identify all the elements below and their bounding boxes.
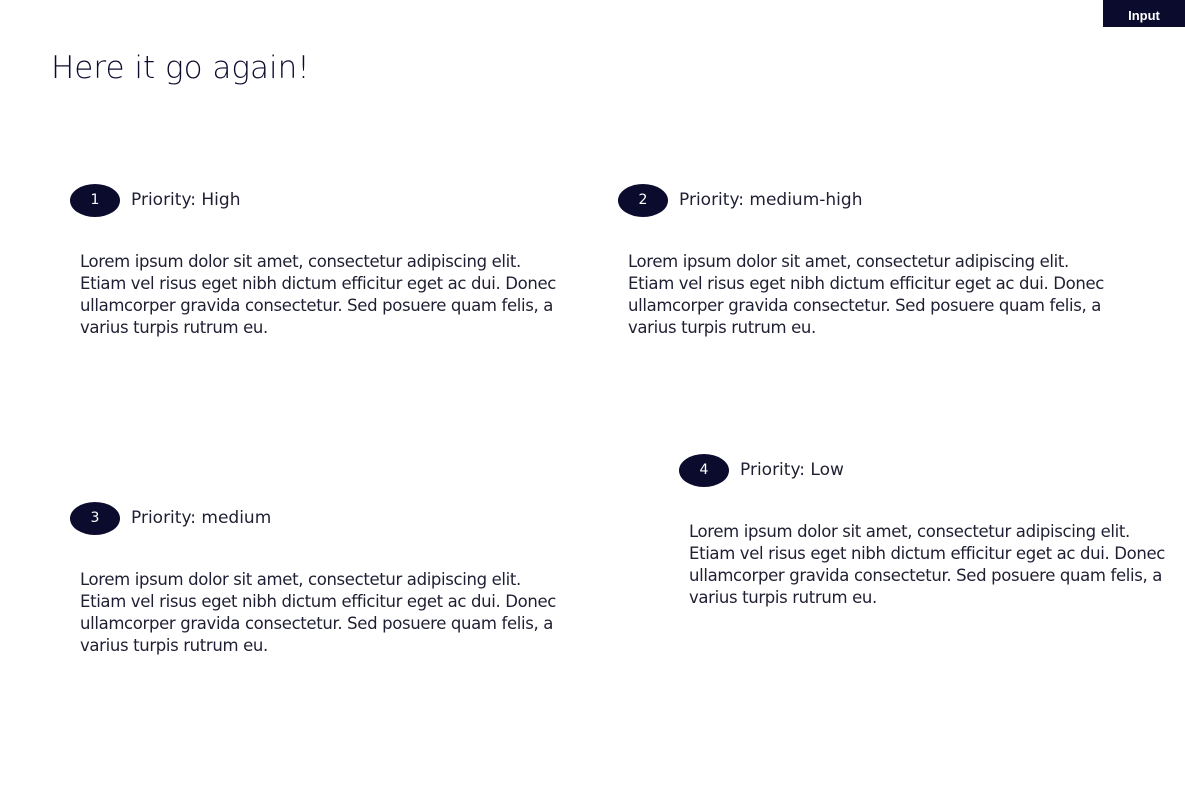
number-badge: 4 (679, 454, 729, 487)
item-description: Lorem ipsum dolor sit amet, consectetur adipiscing elit. Etiam vel risus eget nibh dictum efficitur eget ac dui. Donec ullamcorper gravida consectetur. Sed posuere quam felis, a varius turpis rutrum eu. (80, 570, 557, 655)
priority-label: Priority: medium (131, 508, 272, 528)
number-badge: 1 (70, 184, 120, 217)
priority-label: Priority: medium-high (679, 190, 863, 210)
priority-label: Priority: High (131, 190, 241, 210)
item-description: Lorem ipsum dolor sit amet, consectetur adipiscing elit. Etiam vel risus eget nibh dictum efficitur eget ac dui. Donec ullamcorper gravida consectetur. Sed posuere quam felis, a varius turpis rutrum eu. (80, 252, 557, 337)
item-description: Lorem ipsum dolor sit amet, consectetur adipiscing elit. Etiam vel risus eget nibh dictum efficitur eget ac dui. Donec ullamcorper gravida consectetur. Sed posuere quam felis, a varius turpis rutrum eu. (628, 252, 1105, 337)
number-badge: 2 (618, 184, 668, 217)
number-badge: 3 (70, 502, 120, 535)
priority-label: Priority: Low (740, 460, 844, 480)
input-tag: Input (1103, 0, 1185, 27)
page-title: Here it go again! (51, 50, 310, 86)
item-description: Lorem ipsum dolor sit amet, consectetur adipiscing elit. Etiam vel risus eget nibh dictum efficitur eget ac dui. Donec ullamcorper gravida consectetur. Sed posuere quam felis, a varius turpis rutrum eu. (689, 522, 1166, 607)
